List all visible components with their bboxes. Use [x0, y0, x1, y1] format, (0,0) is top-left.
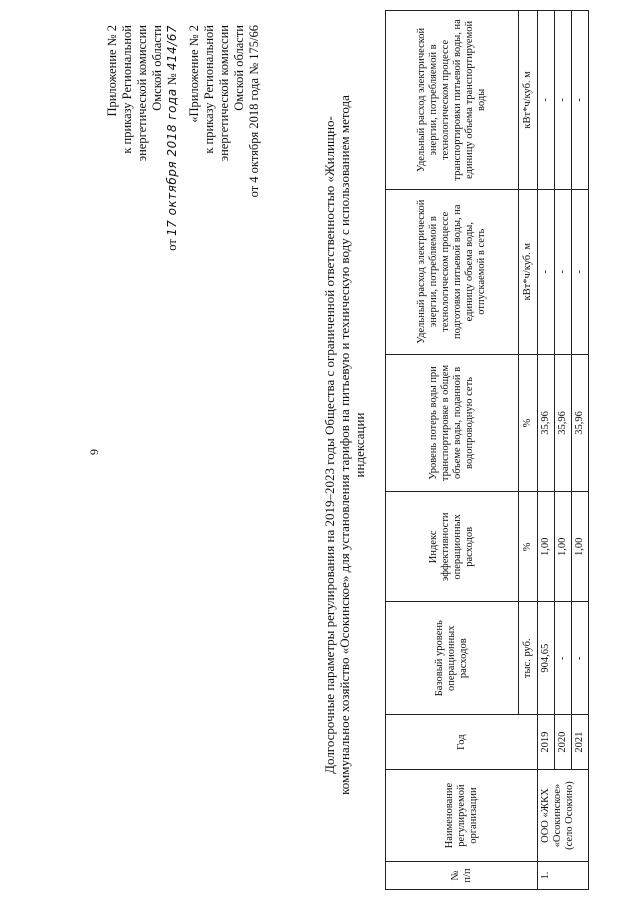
row-number: 1. [538, 862, 589, 890]
unit-index: % [519, 492, 538, 602]
cell-elec-prep: - [555, 189, 572, 354]
cell-year: 2021 [572, 715, 589, 770]
cell-loss: 35,96 [572, 354, 589, 492]
title-line: коммунальное хозяйство «Осокинское» для установления тарифов на питьевую и техническую воду с использованием метода [337, 95, 352, 795]
cell-base-level: - [572, 602, 589, 715]
org-name-line: ООО «ЖКХ [540, 788, 551, 843]
appendix-line: Приложение № 2 [105, 25, 119, 117]
cell-base-level: - [555, 602, 572, 715]
header-elec-transport: Удельный расход электрической энергии, потребляемой в технологическом процессе транспортировки питьевой воды, на единицу объема транспортируемой воды [386, 11, 519, 190]
header-org: Наименование регулируемой организации [386, 770, 538, 862]
page-number: 9 [87, 449, 101, 455]
header-loss: Уровень потерь воды при транспортировке в общем объеме воды, поданной в водопроводную сеть [386, 354, 519, 492]
org-name-cell [538, 770, 589, 862]
header-index: Индекс эффективности операционных расходов [386, 492, 519, 602]
table-row [538, 11, 555, 890]
title-line: индексации [352, 412, 367, 478]
appendix-line: к приказу Региональной [120, 25, 134, 154]
cell-year: 2019 [538, 715, 555, 770]
cell-loss: 35,96 [538, 354, 555, 492]
cell-index: 1,00 [572, 492, 589, 602]
appendix-date-line [165, 25, 180, 285]
unit-base-level: тыс. руб. [519, 602, 538, 715]
appendix-line: «Приложение № 2 [187, 25, 201, 123]
cell-base-level: 904,65 [538, 602, 555, 715]
cell-elec-prep: - [538, 189, 555, 354]
cell-index: 1,00 [538, 492, 555, 602]
cell-elec-transport: - [572, 11, 589, 190]
table-row [555, 11, 572, 890]
cell-loss: 35,96 [555, 354, 572, 492]
number-prefix: № [165, 73, 179, 86]
header-year: Год [386, 715, 538, 770]
appendix-header-previous [187, 25, 262, 285]
appendix-line: энергетической комиссии [135, 25, 149, 162]
cell-index: 1,00 [555, 492, 572, 602]
org-name-line: «Осокинское» [552, 783, 563, 848]
unit-loss: % [519, 354, 538, 492]
appendix-line: к приказу Региональной [202, 25, 216, 154]
table-row [572, 11, 589, 890]
header-base-level: Базовый уровень операционных расходов [386, 602, 519, 715]
table-header-row [386, 11, 519, 890]
header-elec-prep: Удельный расход электрической энергии, потребляемой в технологическом процессе подготовки питьевой воды, на единицу объема воды, отпускаемой в сеть [386, 189, 519, 354]
appendix-line: энергетической комиссии [217, 25, 231, 162]
unit-elec-prep: кВт*ч/куб. м [519, 189, 538, 354]
header-num: № п/п [386, 862, 538, 890]
appendix-line: Омской области [232, 25, 246, 111]
parameters-table [385, 10, 589, 890]
cell-elec-transport: - [555, 11, 572, 190]
title-line: Долгосрочные параметры регулирования на 2019–2023 годы Общества с ограниченной ответственностью «Жилищно- [322, 116, 337, 774]
org-name-line: (село Осокино) [564, 781, 575, 850]
handwritten-date: 17 октября 2018 года [165, 88, 179, 236]
document-title [322, 15, 367, 875]
unit-elec-transport: кВт*ч/куб. м [519, 11, 538, 190]
cell-year: 2020 [555, 715, 572, 770]
appendix-line: Омской области [150, 25, 164, 111]
cell-elec-transport: - [538, 11, 555, 190]
appendix-line: от 4 октября 2018 года № 175/66 [247, 25, 261, 198]
appendix-header-current [105, 25, 180, 285]
date-prefix: от [165, 239, 179, 251]
handwritten-number: 414/67 [165, 25, 179, 71]
cell-elec-prep: - [572, 189, 589, 354]
